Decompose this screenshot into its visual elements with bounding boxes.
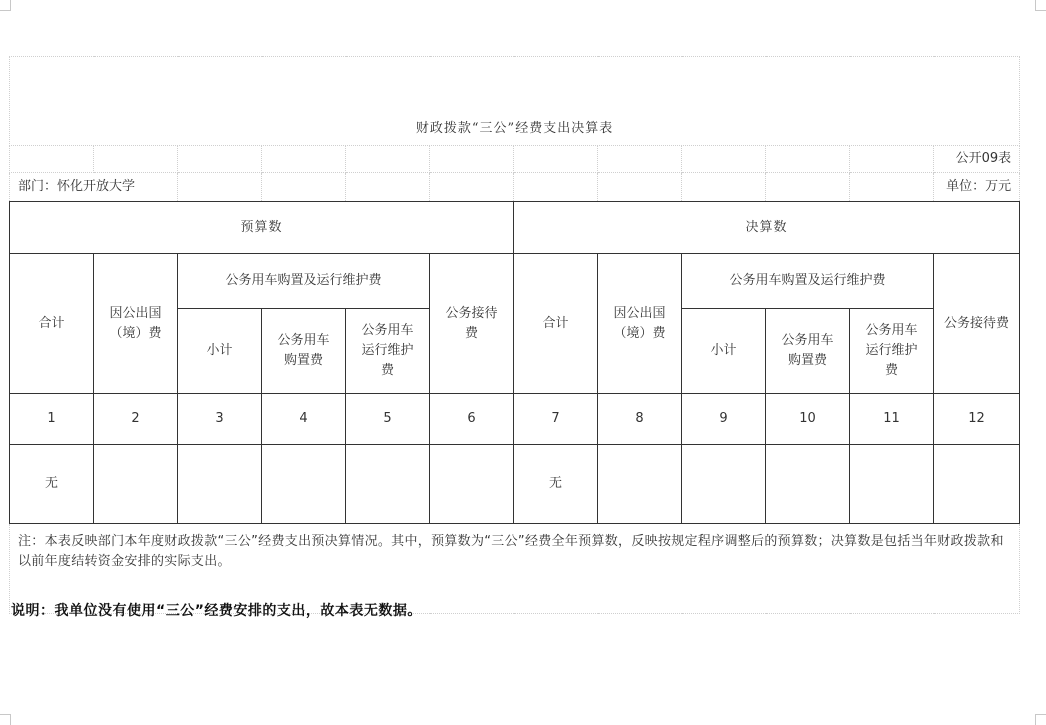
data-cell[interactable] [430, 445, 514, 524]
empty-cell[interactable] [430, 173, 514, 202]
empty-cell[interactable] [682, 173, 766, 202]
empty-cell[interactable] [346, 146, 430, 173]
header-vehicle-group-final: 公务用车购置及运行维护费 [682, 254, 934, 309]
meta-row [10, 173, 1020, 202]
unit-label: 单位：万元 [934, 173, 1020, 202]
column-number: 10 [766, 394, 850, 445]
empty-cell[interactable] [514, 146, 598, 173]
header-subtotal-final: 小计 [682, 309, 766, 394]
header-reception-budget: 公务接待费 [430, 254, 514, 394]
data-cell[interactable]: 无 [514, 445, 598, 524]
column-number: 6 [430, 394, 514, 445]
header-vehicle-purchase-budget: 公务用车购置费 [262, 309, 346, 394]
empty-cell[interactable] [682, 146, 766, 173]
header-vehicle-maint-budget: 公务用车运行维护费 [346, 309, 430, 394]
crop-mark-bottom-left [0, 714, 11, 725]
data-cell[interactable] [598, 445, 682, 524]
crop-mark-bottom-right [1035, 714, 1046, 725]
spreadsheet-sheet [9, 56, 1019, 614]
column-number: 9 [682, 394, 766, 445]
crop-mark-top-right [1035, 0, 1046, 11]
crop-mark-top-left [0, 0, 11, 11]
empty-cell[interactable] [262, 173, 346, 202]
header-abroad-budget: 因公出国（境）费 [94, 254, 178, 394]
expenditure-table [9, 56, 1020, 614]
data-cell[interactable] [346, 445, 430, 524]
data-cell[interactable] [178, 445, 262, 524]
empty-cell[interactable] [766, 146, 850, 173]
column-number: 11 [850, 394, 934, 445]
data-cell[interactable] [934, 445, 1020, 524]
header-vehicle-group-budget: 公务用车购置及运行维护费 [178, 254, 430, 309]
data-cell[interactable]: 无 [10, 445, 94, 524]
header-abroad-final: 因公出国（境）费 [598, 254, 682, 394]
empty-cell[interactable] [178, 146, 262, 173]
column-number: 2 [94, 394, 178, 445]
empty-cell[interactable] [262, 146, 346, 173]
header-budget-group: 预算数 [10, 202, 514, 254]
column-number-row [10, 394, 1020, 445]
empty-cell[interactable] [598, 146, 682, 173]
header-vehicle-purchase-final: 公务用车购置费 [766, 309, 850, 394]
header-group-row [10, 202, 1020, 254]
empty-cell[interactable] [430, 146, 514, 173]
empty-cell[interactable] [514, 173, 598, 202]
form-code-row [10, 146, 1020, 173]
data-cell[interactable] [94, 445, 178, 524]
column-number: 8 [598, 394, 682, 445]
department-label: 部门：怀化开放大学 [10, 173, 178, 202]
header-reception-final: 公务接待费 [934, 254, 1020, 394]
column-number: 5 [346, 394, 430, 445]
header-subtotal-budget: 小计 [178, 309, 262, 394]
data-cell[interactable] [682, 445, 766, 524]
header-sub-row-1 [10, 254, 1020, 309]
empty-cell[interactable] [850, 173, 934, 202]
header-final-group: 决算数 [514, 202, 1020, 254]
empty-cell[interactable] [598, 173, 682, 202]
table-row [10, 445, 1020, 524]
header-total-budget: 合计 [10, 254, 94, 394]
empty-cell[interactable] [178, 173, 262, 202]
data-cell[interactable] [850, 445, 934, 524]
empty-cell[interactable] [850, 146, 934, 173]
empty-cell[interactable] [766, 173, 850, 202]
data-cell[interactable] [262, 445, 346, 524]
data-cell[interactable] [766, 445, 850, 524]
header-vehicle-maint-final: 公务用车运行维护费 [850, 309, 934, 394]
column-number: 7 [514, 394, 598, 445]
empty-cell[interactable] [94, 146, 178, 173]
empty-cell[interactable] [346, 173, 430, 202]
form-code: 公开09表 [934, 146, 1020, 173]
empty-cell[interactable] [10, 146, 94, 173]
column-number: 4 [262, 394, 346, 445]
column-number: 3 [178, 394, 262, 445]
column-number: 1 [10, 394, 94, 445]
explanation-text: 说明：我单位没有使用“三公”经费安排的支出，故本表无数据。 [11, 603, 422, 619]
header-total-final: 合计 [514, 254, 598, 394]
column-number: 12 [934, 394, 1020, 445]
table-note: 注：本表反映部门本年度财政拨款“三公”经费支出预决算情况。其中，预算数为“三公”经费全年预算数，反映按规定程序调整后的预算数；决算数是包括当年财政拨款和以前年度结转资金安排的实际支出。 [10, 524, 1020, 614]
page-title: 财政拨款“三公”经费支出决算表 [10, 57, 1020, 146]
